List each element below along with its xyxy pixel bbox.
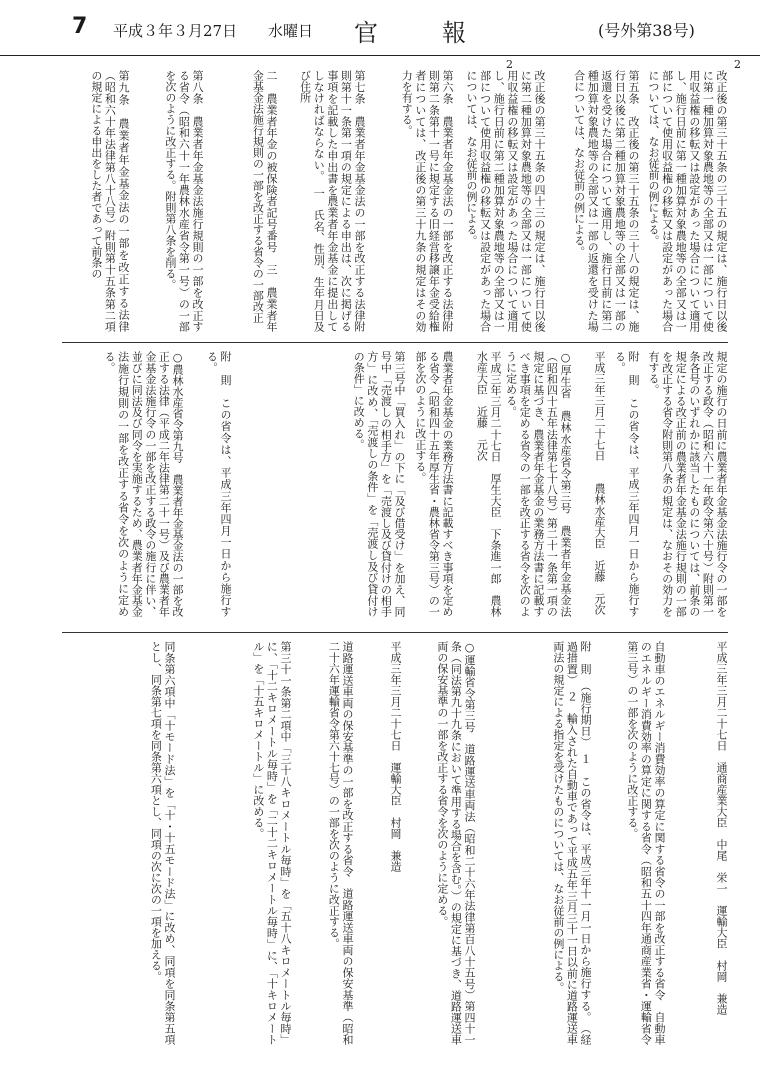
- top-band: [62, 70, 728, 332]
- text-column: 改正後の第三十五条の四十三の規定は、施行日以後に第二種加算対象農地等の全部又は一部について使用収益権の移転又は設定があった場合について適用し、施行日前に第二種加算対象農地等の全部又は一部について使用収益権の移転又は設定があった場合については、なお従前の例による。: [465, 70, 546, 332]
- issue-weekday: 水曜日: [268, 22, 314, 40]
- text-column: 附 則 この省令は、平成三年四月一日から施行する。: [205, 351, 232, 617]
- issue-number: (号外第38号): [598, 21, 695, 40]
- text-column: 改正後の第三十五条の三十五の規定は、施行日以後に第一種加算対象農地等の全部又は一部について使用収益権の移転又は設定があった場合について適用し、施行日前に第一種加算対象農地等の全部又は一部について使用収益権の移転又は設定があった場合については、なお従前の例による。: [647, 70, 728, 332]
- column-marker: 2: [506, 58, 513, 71]
- text-column: 二 農業者年金の被保険者記号番号 三 農業者年金基金法施行規則の一部を改正する省令の一部改正: [251, 70, 278, 332]
- text-column: 附 則 （施行期日） １ この省令は、平成三年十一月一日から施行する。 （経過措置） ２ 輸入された自動車であって平成五年三月三十一日以前に道路運送車両法の規定による指定を受けたものについては、なお従前の例による。: [551, 641, 592, 1045]
- text-column: 附 則 この省令は、平成三年四月一日から施行する。: [613, 351, 640, 617]
- text-column: ○厚生省 農林水産省令第三号 農業者年金基金法（昭和四十五年法律第七十八号）第二十一条第一項の規定に基づき、農業者年金基金の業務方法書に記載すべき事項を定める省令の一部を改正する省令を次のように定める。: [504, 351, 572, 617]
- issue-date: 平成３年３月27日: [113, 22, 238, 40]
- text-column: 平成三年三月二十七日 厚生大臣 下条進一郎 農林水産大臣 近藤 元次: [475, 351, 502, 617]
- text-column: 平成三年三月二十七日 農林水産大臣 近藤 元次: [593, 351, 606, 615]
- text-column: 道路運送車両の保安基準の一部を改正する省令 道路運送車両の保安基準（昭和二十六年運輸省令第六十七号）の一部を次のように改正する。: [327, 641, 354, 1045]
- gazette-title: 官報: [354, 19, 530, 47]
- text-column: 平成三年三月二十七日 運輸大臣 村岡 兼造: [389, 641, 402, 872]
- text-column: 第九条 農業者年金基金法の一部を改正する法律（昭和六十年法律第八十八号）附則第十五条第二項の規定による申出をした者であって前条の: [89, 70, 130, 332]
- text-column: 同条第六項中「十モード法」を「十・十五モード法」に改め、同項を同条第五項とし、同条第七項を同条第六項とし、同項の次に次の一項を加える。: [149, 641, 176, 1046]
- page-number: 7: [72, 14, 88, 39]
- text-column: 農業者年金基金の業務方法書に記載すべき事項を定める省令（昭和四十五年厚生省・農林省令第三号）の一部を次のように改正する。: [413, 351, 454, 617]
- bottom-band: [62, 632, 728, 1052]
- middle-band: [62, 342, 728, 622]
- text-column: 第三号中「買入れ」の下に「及び借受け」を加え、同号中「売渡しの相手方」を「売渡し及び貸付けの相手方」に改め、「売渡しの条件」を「売渡し及び貸付けの条件」に改める。: [352, 351, 406, 617]
- text-column: 第五条 改正後の第三十五条の三十八の規定は、施行日以後に第二種加算対象農地等の全部又は一部の返還を受けた場合について適用し、施行日前に第二種加算対象農地等の全部又は一部の返還を受けた場合については、なお従前の例による。: [572, 70, 640, 332]
- text-column: 第七条 農業者年金基金法の一部を改正する法律附則第十一条第一項の規定による申出は、次に掲げる事項を記載した申出書を農業者年金基金に提出してしなければならない。 一 氏名、性別、生年月日及び住所: [298, 70, 366, 332]
- text-column: 自動車のエネルギー消費効率の算定に関する省令の一部を改正する省令 自動車のエネルギー消費効率の算定に関する省令（昭和五十四年通商産業省・運輸省令第三号）の一部を次のように改正する。: [625, 641, 666, 1045]
- text-column: 第三十一条第二項中「三十八キロメートル毎時」を「五十八キロメートル毎時」に、「十二キロメートル毎時」を「二十二キロメートル毎時」に、「十キロメートル」を「十五キロメートル」に改める。: [251, 641, 292, 1045]
- text-column: 第六条 農業者年金基金法の一部を改正する法律附則第二条第十一号に規定する旧経営移譲年金受給権者については、改正後の第三十九条の規定はその効力を有する。: [400, 70, 454, 332]
- text-column: 規定の施行の日前に農業者年金基金法施行令の一部を改正する政令（昭和六十一年政令第六十号）附則第一条各号のいずれかに該当したものについては、前条の規定による改正前の農業者年金基金法施行規則の一部を改正する省令附則第八条の規定は、なおその効力を有する。: [647, 351, 728, 617]
- text-column: ○運輸省令第三号 道路運送車両法（昭和二十六年法律第百八十五号）第四十一条（同法第九十九条において準用する場合を含む。）の規定に基づき、道路運送車両の保安基準の一部を改正する省令を次のように定める。: [435, 641, 476, 1045]
- text-column: 第八条 農業者年金基金法施行規則の一部を改正する省令（昭和六十一年農林水産省令第一号）の一部を次のように改正する。附則第八条を削る。: [163, 70, 204, 332]
- gazette-header: [0, 0, 760, 56]
- column-marker: 2: [734, 58, 741, 71]
- text-column: 平成三年三月二十七日 通商産業大臣 中尾 栄一 運輸大臣 村岡 兼造: [715, 641, 728, 1015]
- text-column: ○農林水産省令第九号 農業者年金基金法の一部を改正する法律（平成二年法律第二十一号）及び農業者年金基金法施行令の一部を改正する政令の施行に伴い、並びに同法及び同令を実施するため、農業者年金基金法施行規則の一部を改正する省令を次のように定める。: [103, 351, 184, 617]
